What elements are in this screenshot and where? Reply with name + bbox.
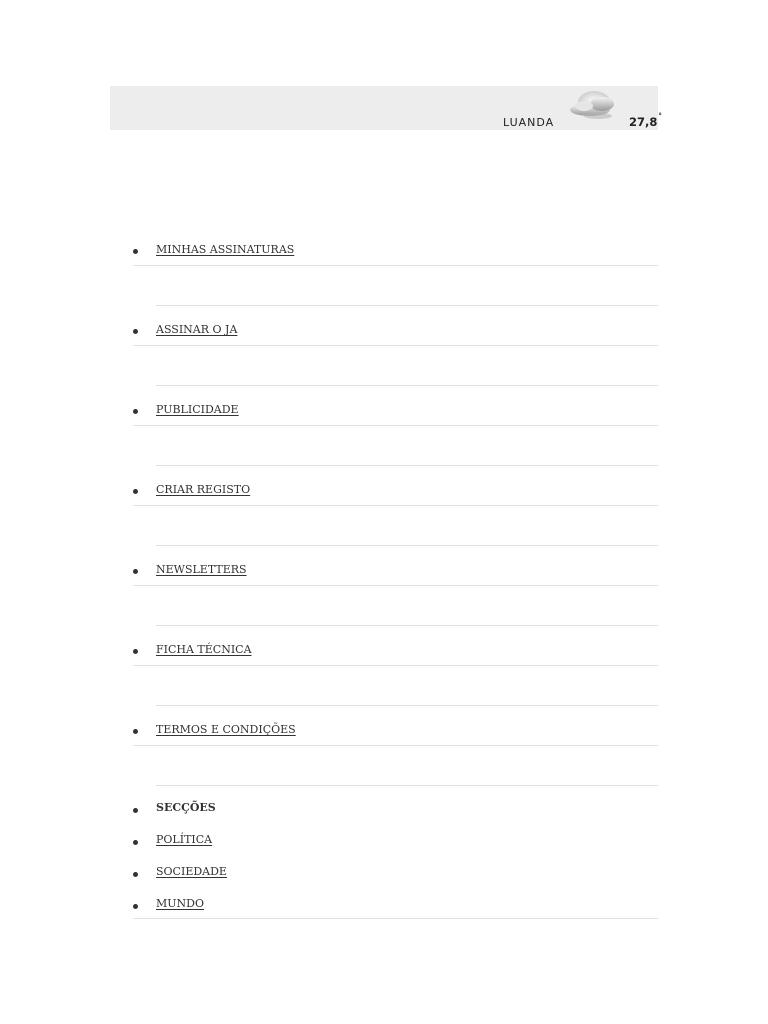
divider [156,385,658,386]
weather-bar [110,86,662,130]
divider [133,918,658,919]
list-item [133,472,658,552]
divider [133,265,658,266]
link-termos-e-condicoes[interactable]: TERMOS E CONDIÇÕES [156,723,296,736]
link-criar-registo[interactable]: CRIAR REGISTO [156,483,251,496]
divider [133,665,658,666]
weather-city: LUANDA [503,116,555,129]
divider [156,705,658,706]
bullet-icon [133,904,138,909]
top-links-list [133,232,658,792]
sections-heading: SECÇÕES [156,801,216,814]
link-minhas-assinaturas[interactable]: MINHAS ASSINATURAS [156,243,295,256]
sections-list [133,796,658,924]
bullet-icon [133,249,138,254]
divider [133,745,658,746]
bullet-icon [133,729,138,734]
degree-symbol: ° [658,112,662,121]
list-item [133,860,658,892]
divider [133,585,658,586]
link-sociedade[interactable]: SOCIEDADE [156,865,227,878]
bullet-icon [133,329,138,334]
list-item [133,392,658,472]
list-item [133,796,658,828]
link-mundo[interactable]: MUNDO [156,897,204,910]
list-item [133,828,658,860]
weather-temperature: 27,8° [629,112,662,129]
bullet-icon [133,872,138,877]
bullet-icon [133,649,138,654]
divider [133,425,658,426]
divider [156,305,658,306]
list-item [133,312,658,392]
list-item [133,632,658,712]
divider [133,345,658,346]
bullet-icon [133,569,138,574]
link-politica[interactable]: POLÍTICA [156,833,213,846]
divider [133,505,658,506]
link-assinar-o-ja[interactable]: ASSINAR O JA [156,323,238,336]
link-ficha-tecnica[interactable]: FICHA TÉCNICA [156,643,252,656]
bullet-icon [133,409,138,414]
link-newsletters[interactable]: NEWSLETTERS [156,563,247,576]
divider [156,785,658,786]
list-item [133,552,658,632]
divider [156,625,658,626]
bullet-icon [133,808,138,813]
bullet-icon [133,489,138,494]
list-item [133,892,658,924]
cloudy-sun-icon [562,86,622,126]
link-publicidade[interactable]: PUBLICIDADE [156,403,239,416]
list-item [133,232,658,312]
list-item [133,712,658,792]
divider [156,465,658,466]
divider [156,545,658,546]
bullet-icon [133,840,138,845]
